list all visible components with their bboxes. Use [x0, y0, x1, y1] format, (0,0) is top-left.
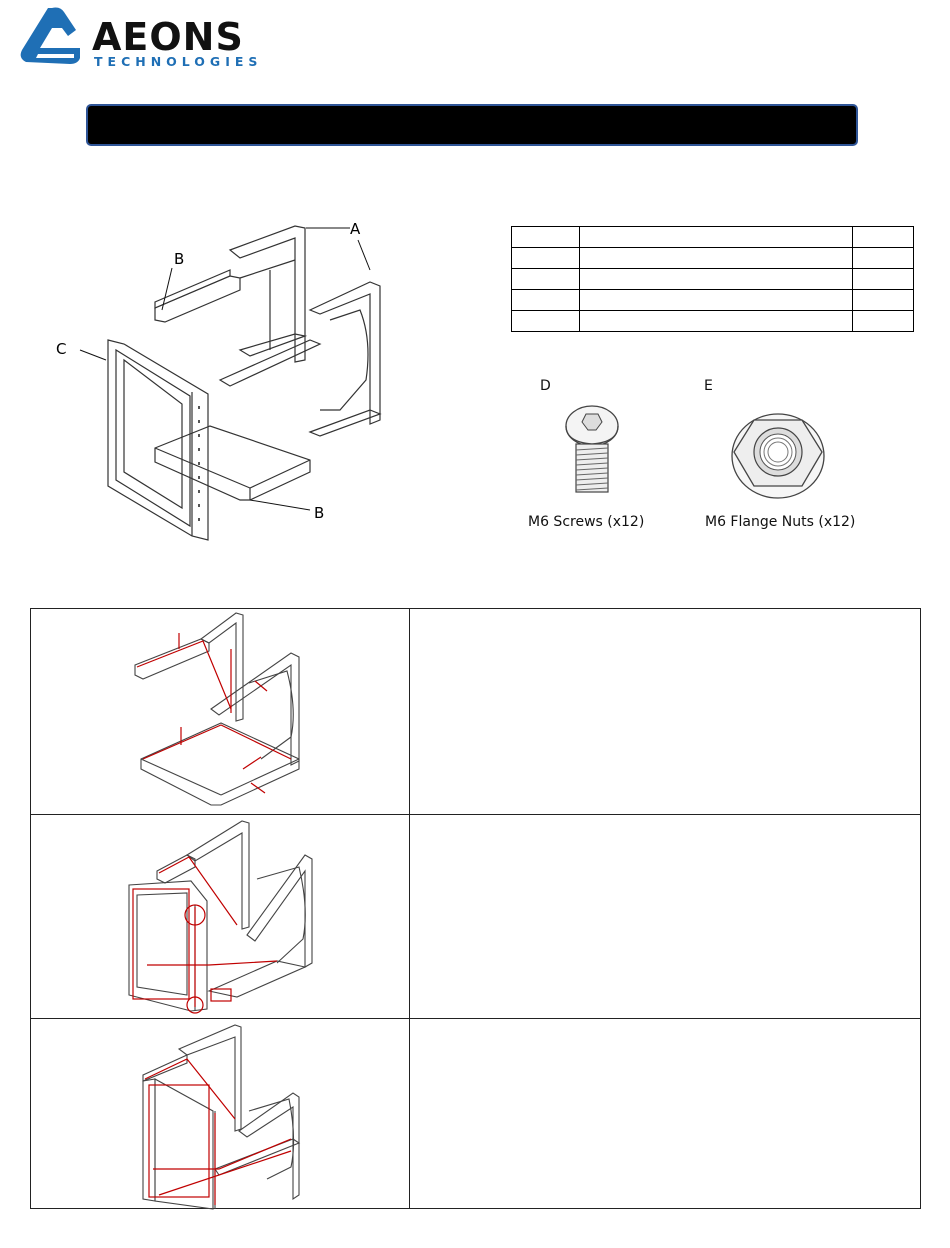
table-cell	[512, 269, 580, 290]
table-cell	[853, 290, 914, 311]
hardware-letter-e: E	[704, 378, 713, 394]
step-1-diagram	[131, 609, 306, 813]
logo	[18, 6, 263, 70]
hardware-label-d: M6 Screws (x12)	[528, 514, 645, 530]
table-cell	[579, 311, 852, 332]
step-row-3	[31, 1018, 920, 1210]
table-cell	[853, 269, 914, 290]
step-2-diagram	[127, 815, 312, 1018]
title-bar	[86, 104, 858, 146]
table-cell	[512, 311, 580, 332]
hardware-letter-d: D	[540, 378, 551, 394]
logo-brand: AEONS	[92, 15, 244, 59]
diagram-label-b-bottom: B	[314, 504, 325, 522]
table-cell	[579, 248, 852, 269]
exploded-diagram	[40, 210, 440, 550]
step-row-1	[31, 609, 920, 814]
parts-table	[511, 226, 914, 332]
table-cell	[512, 248, 580, 269]
table-row	[512, 248, 914, 269]
screw-icon	[552, 400, 632, 500]
table-cell	[853, 248, 914, 269]
table-row	[512, 269, 914, 290]
table-cell	[579, 290, 852, 311]
steps-table	[30, 608, 921, 1209]
table-cell	[853, 227, 914, 248]
diagram-label-c: C	[56, 340, 67, 358]
hardware-label-e: M6 Flange Nuts (x12)	[705, 514, 856, 530]
table-cell	[853, 311, 914, 332]
diagram-label-b-top: B	[174, 250, 185, 268]
logo-subtitle: TECHNOLOGIES	[94, 54, 263, 69]
flange-nut-icon	[728, 400, 828, 500]
exploded-diagram-drawing	[40, 210, 440, 550]
diagram-label-a: A	[350, 220, 361, 238]
step-row-2	[31, 814, 920, 1018]
table-row	[512, 227, 914, 248]
table-cell	[579, 227, 852, 248]
logo-mark-icon	[18, 6, 82, 68]
step-3-diagram	[139, 1019, 299, 1209]
table-cell	[579, 269, 852, 290]
table-cell	[512, 290, 580, 311]
table-row	[512, 290, 914, 311]
table-row	[512, 311, 914, 332]
table-cell	[512, 227, 580, 248]
